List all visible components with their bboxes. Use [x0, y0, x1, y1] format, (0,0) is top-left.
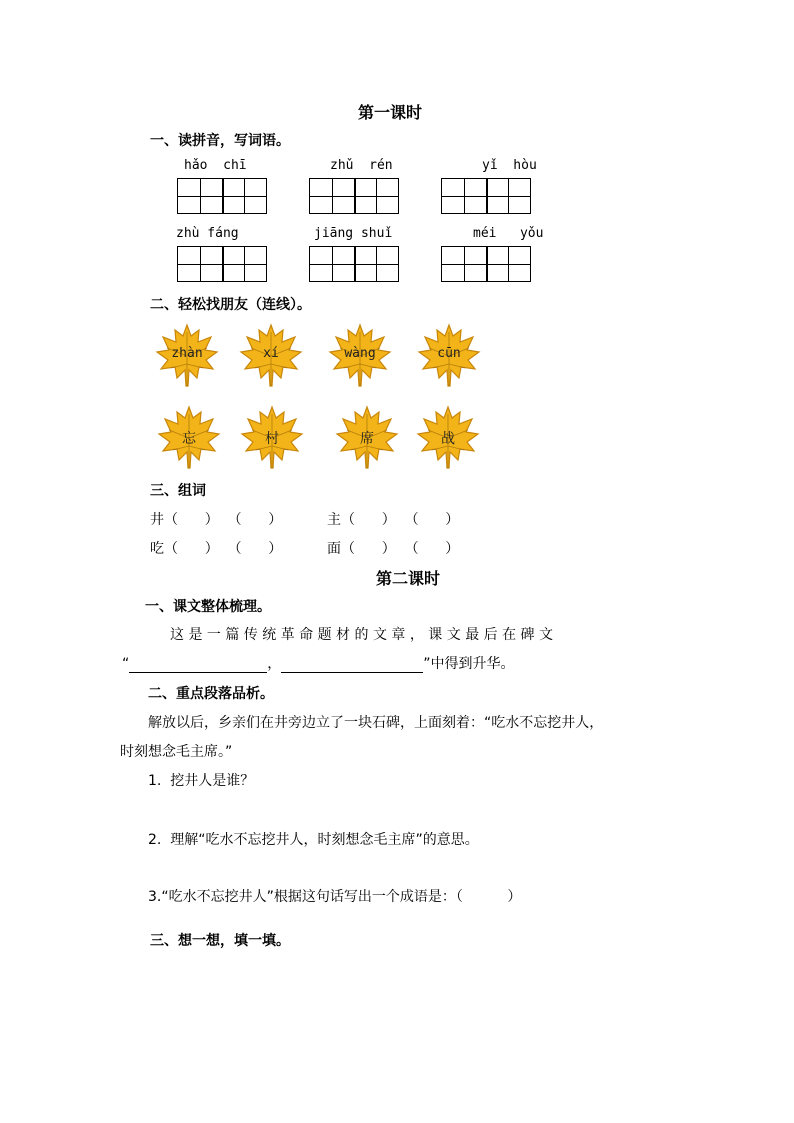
- writing-grid[interactable]: [441, 246, 531, 282]
- word-building-row: 面（ ） （ ）: [327, 541, 460, 557]
- comma: ，: [267, 656, 282, 672]
- leaf-character: 村: [265, 431, 279, 447]
- leaf-character: 战: [441, 431, 455, 447]
- leaf-card[interactable]: [326, 322, 394, 390]
- writing-grid[interactable]: [309, 246, 399, 282]
- leaf-pinyin: zhàn: [171, 346, 203, 361]
- section-heading-analysis: 二、重点段落品析。: [148, 686, 274, 702]
- leaf-card[interactable]: [333, 404, 401, 472]
- question-3: 3.“吃水不忘挖井人”根据这句话写出一个成语是：（ ）: [148, 889, 522, 905]
- passage-line: 解放以后，乡亲们在井旁边立了一块石碑，上面刻着：“吃水不忘挖井人，: [148, 715, 604, 731]
- passage-line: 时刻想念毛主席。”: [120, 744, 233, 760]
- question-2: 2. 理解“吃水不忘挖井人，时刻想念毛主席”的意思。: [148, 832, 479, 848]
- leaf-card[interactable]: [414, 404, 482, 472]
- leaf-card[interactable]: [237, 322, 305, 390]
- pinyin-label: zhù fáng: [176, 226, 239, 241]
- section-heading-summary: 一、课文整体梳理。: [145, 599, 271, 615]
- leaf-card[interactable]: [155, 404, 223, 472]
- section-heading-word-building: 三、组词: [150, 483, 206, 499]
- pinyin-label: méi yǒu: [473, 226, 544, 241]
- writing-grid[interactable]: [441, 178, 531, 214]
- open-quote: “: [122, 656, 130, 672]
- leaf-character: 席: [360, 431, 374, 447]
- pinyin-label: zhǔ rén: [330, 158, 393, 173]
- blank-1[interactable]: [129, 658, 267, 673]
- close-quote-text: ”中得到升华。: [423, 656, 515, 672]
- leaf-card[interactable]: [153, 322, 221, 390]
- word-building-row: 井（ ） （ ）: [150, 512, 283, 528]
- leaf-card[interactable]: [238, 404, 306, 472]
- word-building-row: 主（ ） （ ）: [327, 512, 460, 528]
- section-heading-fill: 三、想一想，填一填。: [150, 933, 290, 949]
- pinyin-label: yǐ hòu: [482, 158, 537, 173]
- pinyin-label: jiāng shuǐ: [314, 226, 393, 241]
- writing-grid[interactable]: [177, 246, 267, 282]
- leaf-pinyin: wàng: [344, 346, 376, 361]
- summary-fill-line: [122, 653, 515, 673]
- lesson2-title: 第二课时: [376, 569, 441, 588]
- leaf-pinyin: cūn: [437, 346, 461, 361]
- writing-grid[interactable]: [309, 178, 399, 214]
- section-heading-pinyin: 一、读拼音，写词语。: [150, 133, 290, 149]
- writing-grid[interactable]: [177, 178, 267, 214]
- question-1: 1. 挖井人是谁？: [148, 773, 255, 789]
- section-heading-matching: 二、轻松找朋友（连线）。: [150, 297, 311, 313]
- leaf-card[interactable]: [415, 322, 483, 390]
- leaf-pinyin: xí: [263, 346, 279, 361]
- summary-line: 这 是 一 篇 传 统 革 命 题 材 的 文 章 ， 课 文 最 后 在 碑 文: [170, 627, 554, 643]
- lesson1-title: 第一课时: [358, 103, 423, 122]
- blank-2[interactable]: [281, 658, 423, 673]
- leaf-character: 忘: [182, 431, 196, 447]
- word-building-row: 吃（ ） （ ）: [150, 541, 283, 557]
- pinyin-label: hǎo chī: [184, 158, 247, 173]
